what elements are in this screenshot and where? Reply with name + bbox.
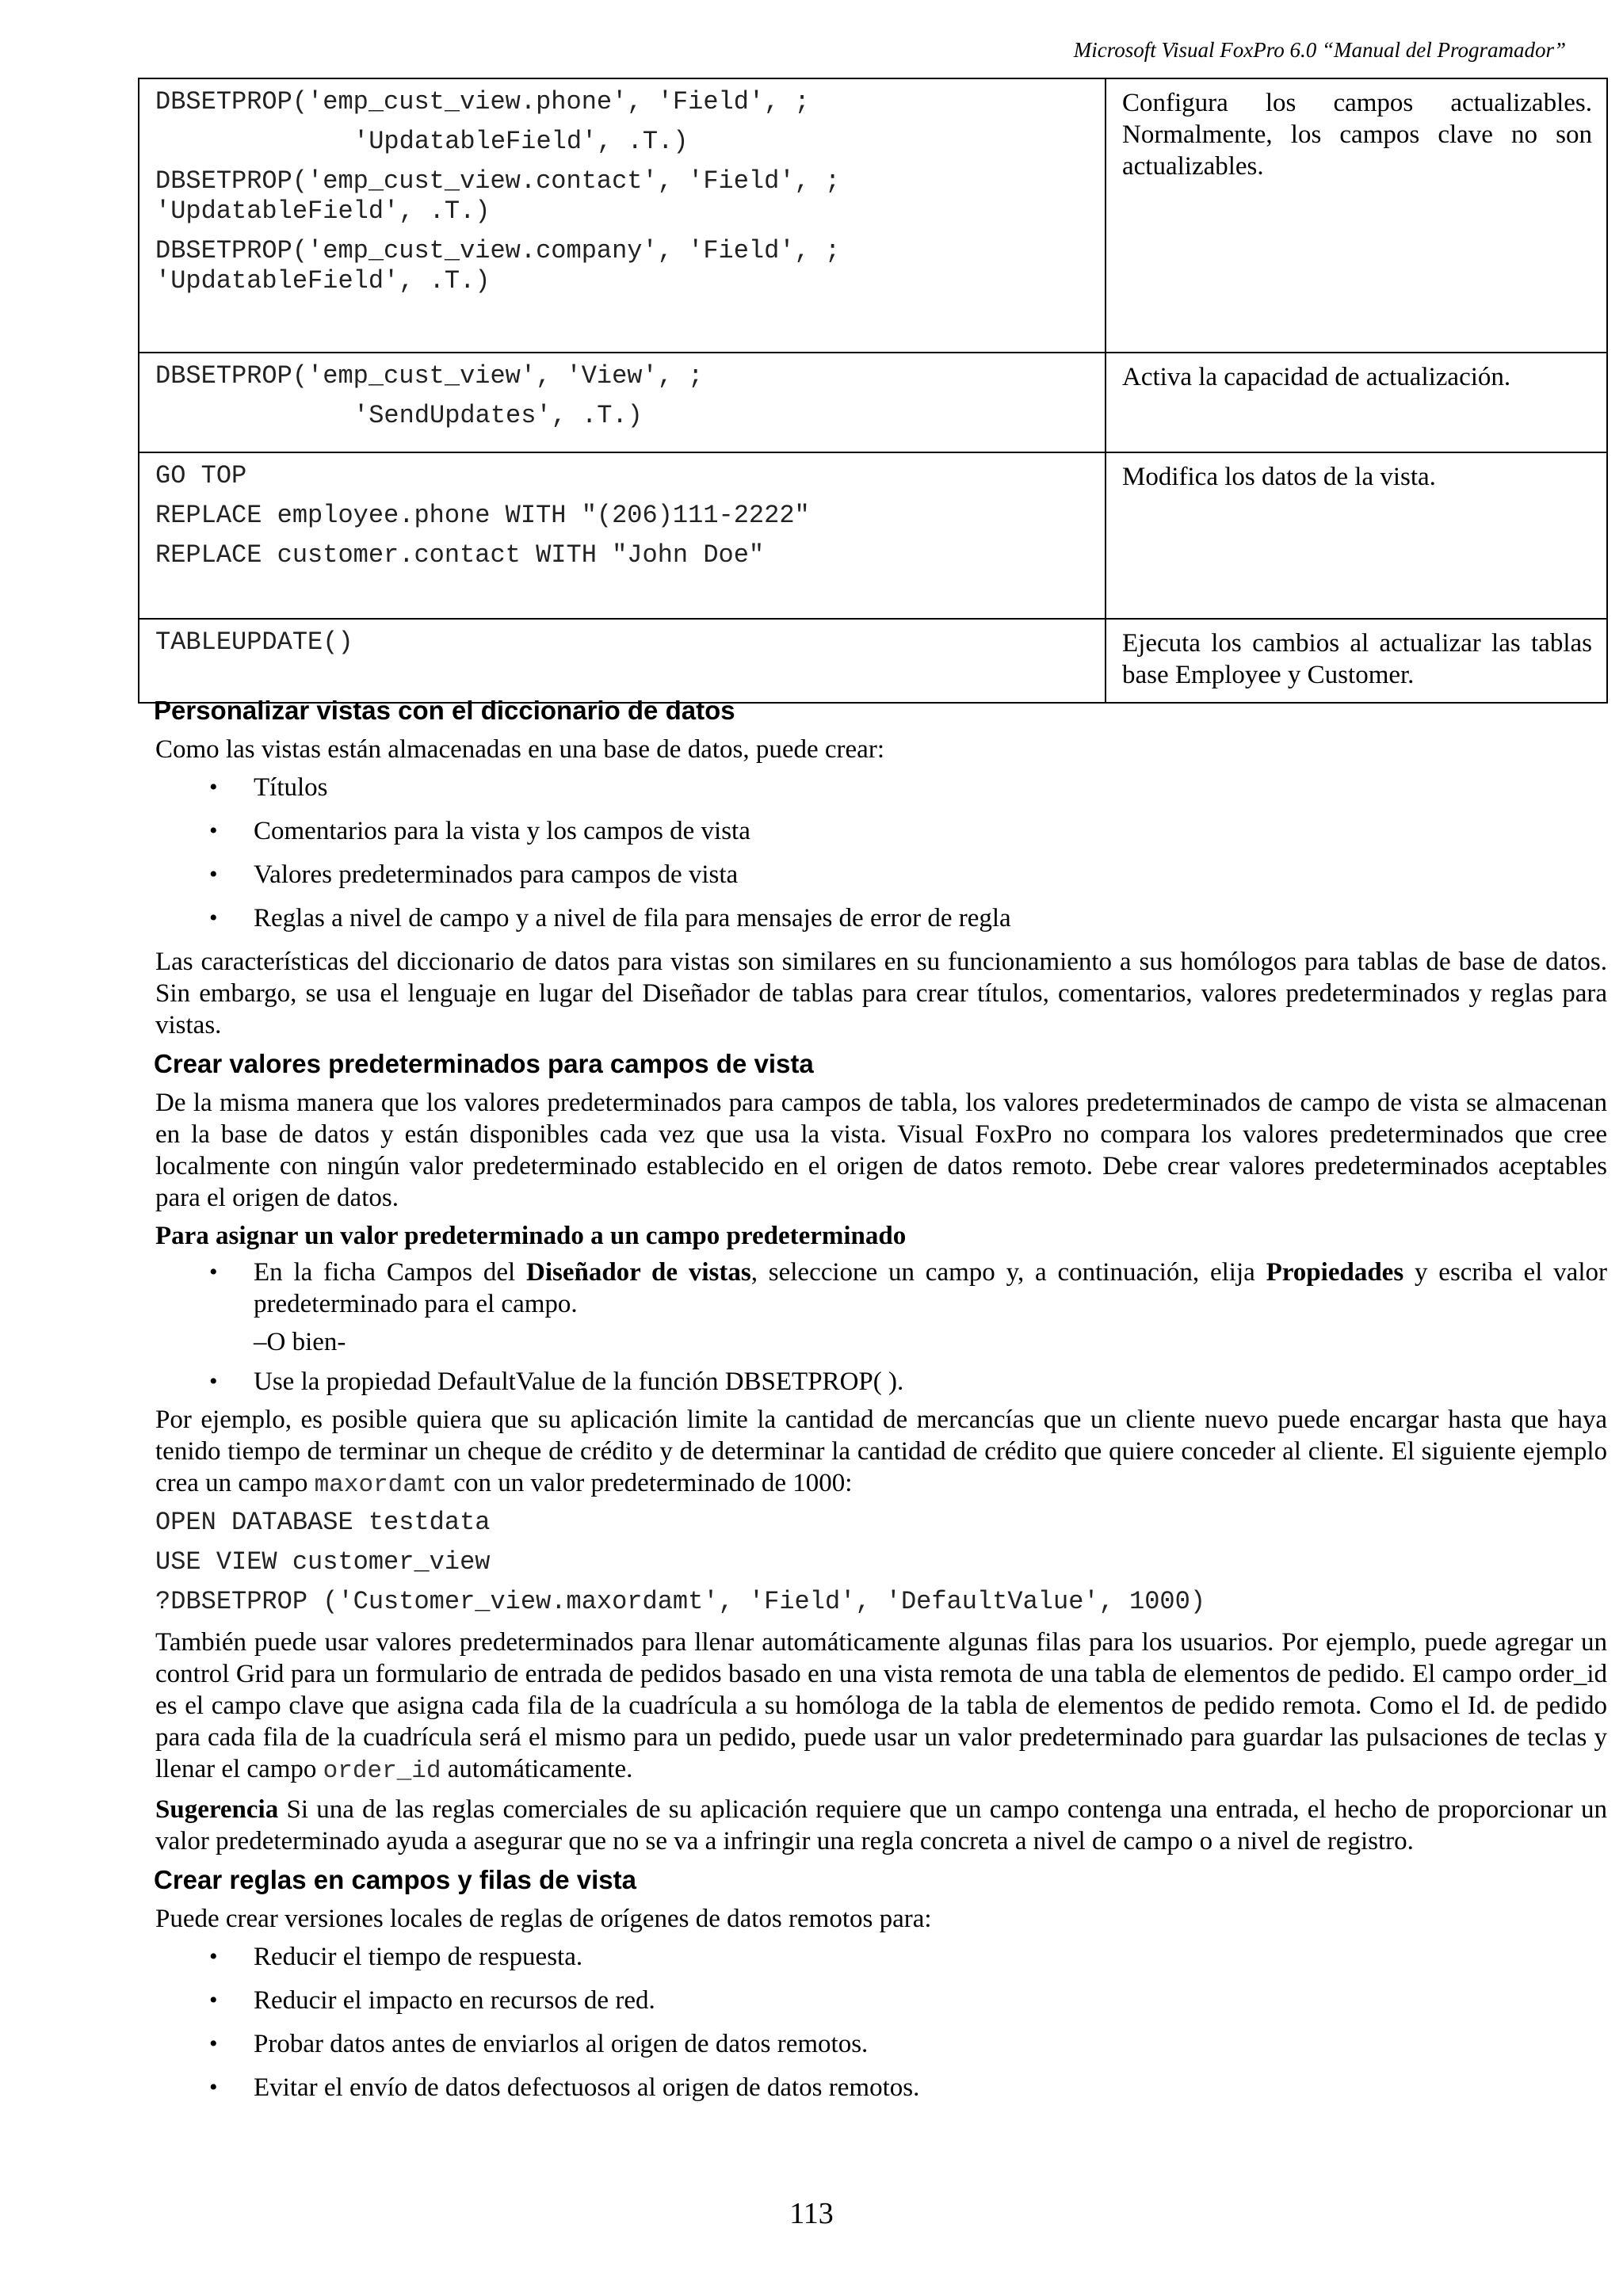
list-item: [155, 1257, 1607, 1320]
paragraph: [155, 1627, 1607, 1787]
text-run: También puede usar valores predeterminados para llenar automáticamente algunas filas para los usuarios. Por ejemplo, puede agregar un control Grid para un formulario de entrada de pedidos basado en una vista remota de una tabla de elementos de pedido. El campo order_id es el campo clave que asigna cada fila de la cuadrícula a su homóloga de la tabla de elementos de pedido remota. Como el Id. de pedido para cada fila de la cuadrícula será el mismo para un pedido, puede usar un valor predeterminado para guardar las pulsaciones de teclas y llenar el campo: [155, 1628, 1607, 1783]
code-line: REPLACE customer.contact WITH "John Doe": [155, 540, 765, 570]
code-line: OPEN DATABASE testdata: [155, 1508, 491, 1537]
text-run: Por ejemplo, es posible quiera que su aplicación limite la cantidad de mercancías que un cliente nuevo puede encargar hasta que haya tenido tiempo de terminar un cheque de crédito y de determinar la cantidad de crédito que quiere conceder al cliente. El siguiente ejemplo crea un campo: [155, 1405, 1607, 1497]
code-line: DBSETPROP('emp_cust_view.phone', 'Field', ;: [155, 87, 810, 116]
code-line: REPLACE employee.phone WITH "(206)111-2222": [155, 501, 810, 530]
code-cell: [139, 452, 1106, 619]
procedure-heading: Para asignar un valor predeterminado a un campo predeterminado: [155, 1222, 907, 1250]
code-line: 'SendUpdates', .T.): [353, 401, 643, 430]
text-run: y escriba el valor predeterminado para el campo.: [254, 1258, 1607, 1318]
paragraph: Las características del diccionario de datos para vistas son similares en su funcionamiento a sus homólogos para tablas de base de datos. Sin embargo, se usa el lenguaje en lugar del Diseñador de tablas para crear títulos, comentarios, valores predeterminados y reglas para vistas.: [155, 948, 1607, 1039]
procedure-list: [155, 1366, 1607, 1398]
code-line: TABLEUPDATE(): [155, 627, 353, 657]
ui-term: Propiedades: [1266, 1258, 1404, 1287]
paragraph: Como las vistas están almacenadas en una base de datos, puede crear:: [155, 735, 884, 764]
main-content: [155, 691, 1607, 2115]
table-row: [139, 452, 1607, 619]
ui-term: Diseñador de vistas: [525, 1258, 751, 1287]
tip-paragraph: [155, 1794, 1607, 1857]
or-separator: –O bien-: [254, 1328, 346, 1356]
page-number: 113: [789, 2197, 834, 2230]
text-run: En la ficha Campos del: [254, 1258, 526, 1287]
text-run: con un valor predeterminado de 1000:: [447, 1469, 853, 1497]
list-item: • Títulos: [155, 772, 1607, 803]
tip-label: Sugerencia: [155, 1795, 279, 1824]
description-cell: Ejecuta los cambios al actualizar las tablas base Employee y Customer.: [1106, 619, 1607, 703]
description-cell: Activa la capacidad de actualización.: [1106, 353, 1607, 452]
list-item: • Comentarios para la vista y los campos de vista: [155, 815, 1607, 847]
table-row: [139, 78, 1607, 353]
code-line: USE VIEW customer_view: [155, 1547, 491, 1577]
text-run: automáticamente.: [441, 1755, 633, 1783]
code-cell: [139, 78, 1106, 353]
code-line: DBSETPROP('emp_cust_view', 'View', ;: [155, 361, 704, 391]
code-line: 'UpdatableField', .T.): [353, 127, 689, 156]
paragraph: Puede crear versiones locales de reglas de orígenes de datos remotos para:: [155, 1905, 932, 1933]
text-run: , seleccione un campo y, a continuación, elija: [750, 1258, 1266, 1287]
code-block: [155, 1508, 1607, 1617]
table-row: [139, 353, 1607, 452]
bullet-list: [155, 772, 1607, 934]
section-heading: Crear valores predeterminados para campos de vista: [154, 1049, 814, 1078]
description-cell: Configura los campos actualizables. Normalmente, los campos clave no son actualizables.: [1106, 78, 1607, 353]
inline-code: order_id: [323, 1757, 441, 1785]
inline-code: maxordamt: [314, 1471, 448, 1499]
code-line: ?DBSETPROP ('Customer_view.maxordamt', 'Field', 'DefaultValue', 1000): [155, 1587, 1206, 1616]
paragraph: [155, 1404, 1607, 1501]
list-item: • Use la propiedad DefaultValue de la función DBSETPROP( ).: [155, 1366, 1607, 1398]
paragraph: De la misma manera que los valores predeterminados para campos de tabla, los valores predeterminados de campo de vista se almacenan en la base de datos y están disponibles cada vez que usa la vista. Visual FoxPro no compara los valores predeterminados que cree localmente con ningún valor predeterminado establecido en el origen de datos remoto. Debe crear valores predeterminados aceptables para el origen de datos.: [155, 1089, 1607, 1212]
list-item: • Valores predeterminados para campos de vista: [155, 859, 1607, 891]
list-item: • Reducir el tiempo de respuesta.: [155, 1941, 1607, 1973]
description-cell: Modifica los datos de la vista.: [1106, 452, 1607, 619]
code-line: DBSETPROP('emp_cust_view.company', 'Field', ; 'UpdatableField', .T.): [155, 236, 856, 296]
code-line: DBSETPROP('emp_cust_view.contact', 'Field', ; 'UpdatableField', .T.): [155, 166, 856, 226]
list-item: • Evitar el envío de datos defectuosos al origen de datos remotos.: [155, 2072, 1607, 2103]
list-item: • Reglas a nivel de campo y a nivel de fila para mensajes de error de regla: [155, 902, 1607, 934]
procedure-list: [155, 1257, 1607, 1320]
running-header: Microsoft Visual FoxPro 6.0 “Manual del Programador”: [1073, 38, 1566, 62]
bullet-list: [155, 1941, 1607, 2103]
text-run: Si una de las reglas comerciales de su aplicación requiere que un campo contenga una entrada, el hecho de proporcionar un valor predeterminado ayuda a asegurar que no se va a infringir una regla concreta a nivel de campo o a nivel de registro.: [155, 1795, 1607, 1855]
list-item: • Probar datos antes de enviarlos al origen de datos remotos.: [155, 2028, 1607, 2060]
code-line: GO TOP: [155, 461, 247, 490]
list-item: • Reducir el impacto en recursos de red.: [155, 1985, 1607, 2016]
code-cell: [139, 353, 1106, 452]
section-heading: Personalizar vistas con el diccionario de datos: [154, 696, 735, 725]
code-description-table: [138, 78, 1608, 704]
section-heading: Crear reglas en campos y filas de vista: [154, 1865, 636, 1894]
